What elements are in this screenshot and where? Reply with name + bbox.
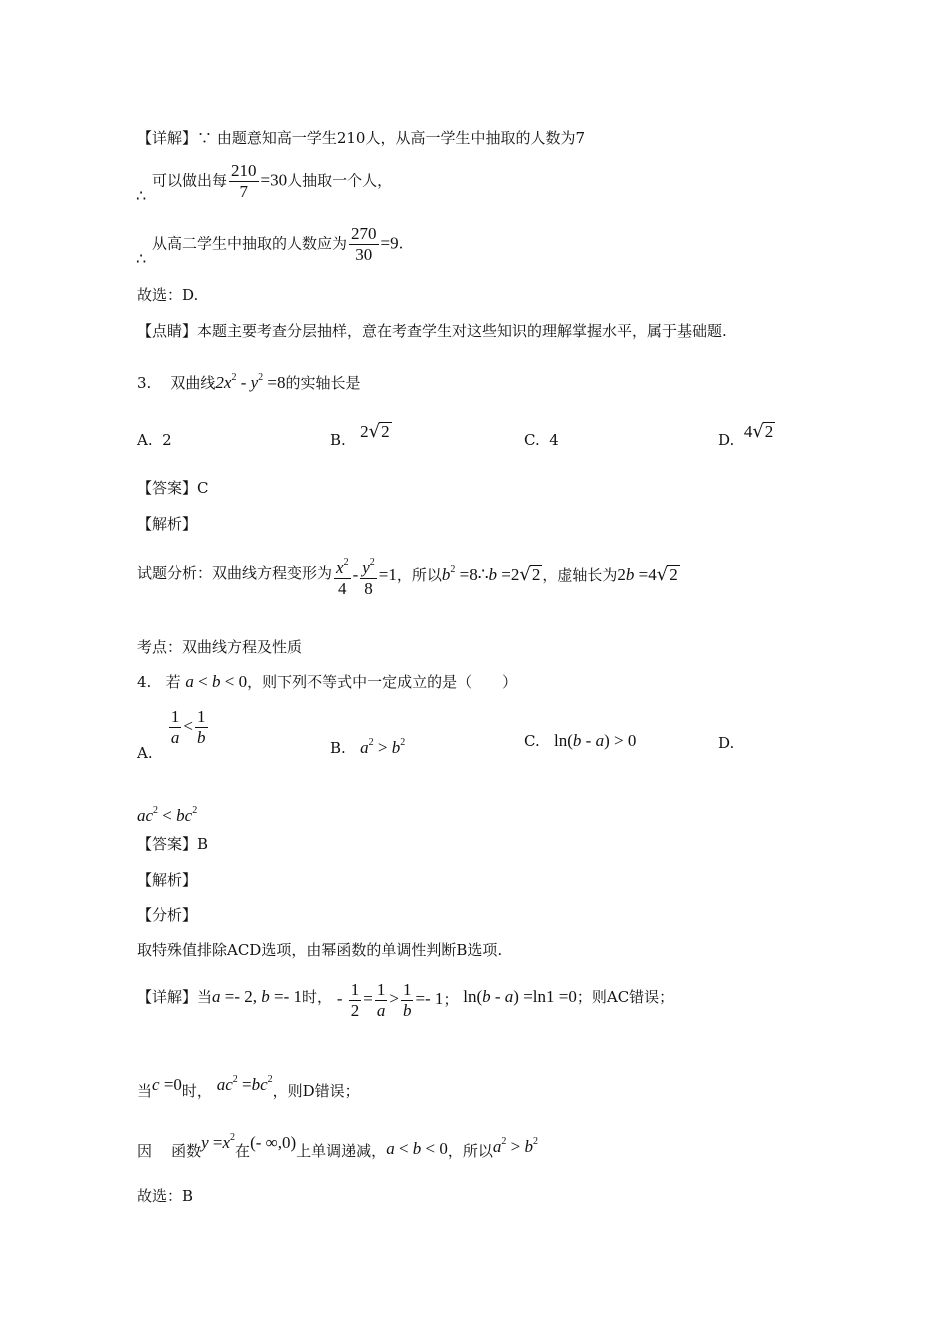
q4-detail-line-1 — [137, 980, 674, 1021]
question-text-a: 双曲线 — [170, 374, 216, 392]
question-text-b: ，则下列不等式中一定成立的是（ ） — [247, 673, 518, 691]
question-4 — [137, 672, 517, 692]
hyperbola-equation: $2x^2 - y^2 =8$ — [215, 372, 286, 392]
analysis-text-c: ，虚轴长为 — [542, 566, 618, 584]
line3-text-c: 在 — [235, 1142, 251, 1160]
q4-option-c[interactable] — [524, 731, 636, 751]
condition-repeat: a < b < 0 — [386, 1139, 448, 1158]
line2-text-b: 人抽取一个人， — [287, 171, 393, 190]
minor-axis-eq: 2b =4√2 — [617, 564, 678, 585]
option-label: A. — [137, 743, 153, 762]
analysis-text-b: ，所以 — [396, 566, 442, 584]
a2-gt-b2: $a^2 > b^2$ — [492, 1136, 538, 1156]
q4-option-a[interactable]: A. $\frac{1}{a}$ < $\frac{1}{b}$ — [137, 707, 206, 762]
q4-option-b[interactable] — [330, 733, 405, 758]
q4-option-d-value: $ac^2 < bc^2$ — [137, 805, 198, 825]
fraction-denominator: 30 — [355, 245, 373, 264]
option-label: B. — [330, 431, 346, 449]
option-value: ln(b - a) > 0 — [554, 731, 637, 750]
q4-detail-line-2 — [137, 1070, 360, 1100]
option-label: C. — [524, 732, 540, 750]
question-text-a: 若 — [165, 673, 181, 691]
option-value-2-root-2: 2√2 — [360, 421, 390, 442]
detail-text-a: 当 — [197, 988, 213, 1007]
detail-text: 由题意知高一学生210人，从高一学生中抽取的人数为7 — [216, 129, 585, 147]
interval: (- ∞,0) — [250, 1133, 297, 1152]
q3-answer: 【答案】C — [137, 479, 209, 497]
question-3 — [137, 368, 361, 393]
fraction-numerator: 270 — [351, 224, 377, 243]
line2-text-b: 时， — [181, 1082, 212, 1100]
equals-9: =9 — [380, 233, 399, 253]
equals-30: =30 — [260, 170, 288, 190]
option-label: B. — [330, 739, 346, 757]
q3-analysis-label: 【解析】 — [137, 515, 198, 533]
q4-final-choice: 故选：B — [137, 1187, 194, 1205]
fraction-numerator: 210 — [231, 161, 257, 180]
option-b[interactable] — [330, 421, 392, 449]
line3-text-e: ，所以 — [447, 1142, 493, 1160]
detail-label: 【详解】 — [137, 988, 198, 1007]
fraction-1-a: $\frac{1}{a}$ — [170, 707, 180, 747]
q4-detail-line-3 — [137, 1128, 538, 1160]
because-symbol: ∵ — [197, 129, 213, 147]
question-text-b: 的实轴长是 — [285, 374, 361, 392]
b-squared-eq: $b^2$ =8∴b =2√2 — [441, 564, 541, 585]
y-eq-x2: $y =x^2$ — [201, 1132, 236, 1152]
q4-answer: 【答案】B — [137, 835, 209, 853]
q3-kaodian: 考点：双曲线方程及性质 — [137, 638, 303, 656]
option-value: $a^2 > b^2$ — [360, 737, 406, 757]
line3-text-a: 从高二学生中抽取的人数应为 — [152, 234, 348, 253]
therefore-symbol-2: ∴ — [136, 249, 147, 268]
dianjing-line: 【点睛】本题主要考查分层抽样，意在考查学生对这些知识的理解掌握水平，属于基础题. — [137, 322, 727, 340]
q4-option-d-label[interactable]: D. — [718, 734, 735, 752]
fraction-denominator: 7 — [239, 182, 249, 201]
analysis-text-a: 试题分析：双曲线方程变形为 — [137, 564, 333, 582]
option-a[interactable] — [137, 430, 172, 450]
line2-text-a: 当 — [137, 1082, 153, 1100]
fraction-210-7 — [229, 161, 259, 202]
fraction-270-30 — [349, 224, 379, 265]
special-values: a =- 2, b =- 1 — [212, 987, 303, 1007]
c-eq-0: c =0 — [152, 1075, 182, 1094]
detail-line-3 — [152, 224, 403, 265]
detail-text-b: 时， — [302, 988, 333, 1007]
question-number: 3. — [137, 374, 152, 392]
option-value: 4 — [549, 431, 559, 449]
q4-analysis-label: 【解析】 — [137, 871, 198, 889]
line3-text-d: 上单调递减， — [296, 1142, 387, 1160]
line3-text-b: 函数 — [171, 1142, 202, 1160]
q4-fenxi-label: 【分析】 — [137, 906, 198, 924]
condition: a < b < 0 — [185, 672, 248, 691]
fraction-y2-8: $\frac{y^2}{8}$ — [360, 553, 377, 599]
option-label: A. — [137, 431, 153, 449]
detail-text-c: ； — [443, 990, 459, 1009]
line2-text-c: ，则D错误； — [272, 1082, 360, 1100]
question-number: 4. — [137, 673, 152, 691]
fraction-1-b: $\frac{1}{b}$ — [197, 707, 206, 747]
fraction-x2-4: $\frac{x^2}{4}$ — [334, 553, 351, 599]
detail-label: 【详解】 — [137, 129, 198, 147]
option-d[interactable] — [718, 421, 775, 449]
therefore-symbol-1: ∴ — [136, 186, 147, 205]
q4-fenxi-text: 取特殊值排除ACD选项，由幂函数的单调性判断B选项. — [137, 941, 503, 959]
detail-line-1 — [137, 128, 585, 148]
line3-text-a: 因 — [137, 1142, 153, 1160]
option-label: D. — [718, 431, 735, 449]
ac2-eq-bc2: $ac^2 =bc^2$ — [216, 1074, 273, 1094]
option-value: 2 — [162, 431, 172, 449]
reciprocal-compare: - $\frac{1}{2}$ = $\frac{1}{a}$ > $\frac{1}{b}$ =- 1 — [336, 980, 444, 1020]
q3-analysis: 试题分析：双曲线方程变形为 $\frac{x^2}{4}$ - $\frac{y^2}{8}$ =1，所以$b^2$ =8∴b =2√2 ，虚轴长为2b =4√2 — [137, 553, 680, 599]
ln-eq: ln(b - a) =ln1 =0 — [463, 987, 577, 1007]
option-label: C. — [524, 431, 540, 449]
line3-period: . — [398, 234, 404, 253]
detail-line-2 — [152, 161, 392, 202]
line2-text-a: 可以做出每 — [152, 171, 228, 190]
option-c[interactable] — [524, 430, 559, 450]
detail-text-d: ；则AC错误； — [576, 988, 675, 1007]
option-value-4-root-2: 4√2 — [743, 421, 774, 442]
choice-line: 故选：D. — [137, 286, 199, 304]
